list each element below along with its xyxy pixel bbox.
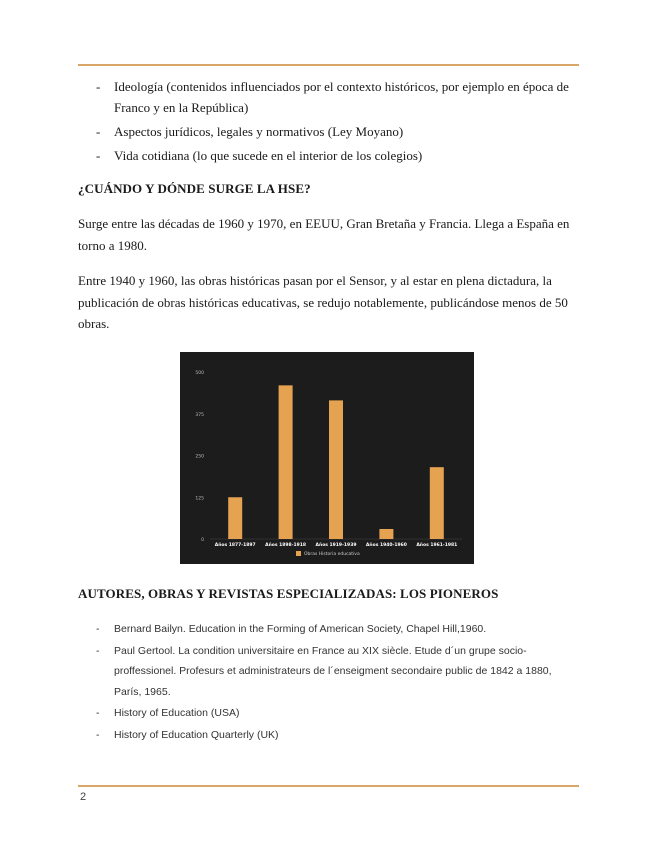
paragraph-origin: Surge entre las décadas de 1960 y 1970, en EEUU, Gran Bretaña y Francia. Llega a España en torno a 1980.: [78, 216, 570, 253]
list-item: [78, 121, 578, 142]
bullet-dash: -: [96, 644, 100, 657]
bar: [329, 400, 343, 539]
list-item-text: Paul Gertool. La condition universitaire en France au XIX siècle. Etude d´un grupe socio-proffessionel. Profesurs et administrateurs de l´enseigment secondaire public de 1842 a 1880, París, 1965.: [114, 644, 552, 698]
list-item: [78, 145, 578, 166]
bullet-dash: -: [96, 79, 101, 94]
bar-chart-svg: [180, 352, 474, 564]
x-tick-label: Años 1919-1939: [315, 543, 357, 548]
section-heading-when-where: ¿CUÁNDO Y DÓNDE SURGE LA HSE?: [78, 181, 311, 196]
list-item: [78, 725, 578, 746]
bar: [279, 385, 293, 539]
list-item: [78, 703, 578, 724]
x-tick-label: Años 1877-1897: [214, 543, 256, 548]
bullet-dash: -: [96, 124, 101, 139]
footer-rule: [78, 785, 579, 787]
top-bullet-list: [78, 76, 578, 169]
legend-label: Obras Historia educativa: [304, 552, 360, 557]
section-heading-pioneers: AUTORES, OBRAS Y REVISTAS ESPECIALIZADAS: LOS PIONEROS: [78, 586, 499, 601]
paragraph-dictatorship: Entre 1940 y 1960, las obras históricas pasan por el Sensor, y al estar en plena dictadura, la publicación de obras históricas educativas, se redujo notablemente, publicándose menos de 50 obras.: [78, 273, 568, 331]
page-number: 2: [80, 791, 87, 803]
legend-swatch: [296, 551, 301, 556]
bar-chart: [180, 352, 474, 564]
bullet-dash: -: [96, 623, 100, 635]
list-item-text: Ideología (contenidos influenciados por el contexto históricos, por ejemplo en época de Franco y en la República): [114, 79, 569, 115]
x-tick-label: Años 1961-1981: [416, 543, 458, 548]
list-item: [78, 641, 578, 703]
y-tick-label: 250: [195, 454, 204, 460]
y-tick-label: 500: [195, 371, 204, 376]
list-item-text: Bernard Bailyn. Education in the Forming of American Society, Chapel Hill,1960.: [114, 623, 487, 635]
list-item-text: History of Education (USA): [114, 707, 240, 719]
list-item-text: Vida cotidiana (lo que sucede en el interior de los colegios): [114, 148, 423, 163]
y-tick-label: 0: [201, 538, 204, 543]
x-tick-label: Años 1898-1918: [265, 543, 307, 548]
list-item: [78, 619, 578, 640]
header-rule: [78, 64, 579, 66]
x-tick-label: Años 1940-1960: [365, 543, 407, 548]
bullet-dash: -: [96, 148, 101, 163]
bar: [430, 467, 444, 539]
list-item-text: History of Education Quarterly (UK): [114, 728, 279, 741]
y-tick-label: 375: [195, 412, 204, 418]
y-tick-label: 125: [195, 496, 204, 502]
bullet-dash: -: [96, 707, 100, 719]
list-item: [78, 76, 578, 118]
list-item-text: Aspectos jurídicos, legales y normativos (Ley Moyano): [114, 124, 404, 139]
bullet-dash: -: [96, 728, 100, 741]
bar: [379, 529, 393, 539]
bottom-bullet-list: [78, 619, 578, 746]
bar: [228, 497, 242, 539]
